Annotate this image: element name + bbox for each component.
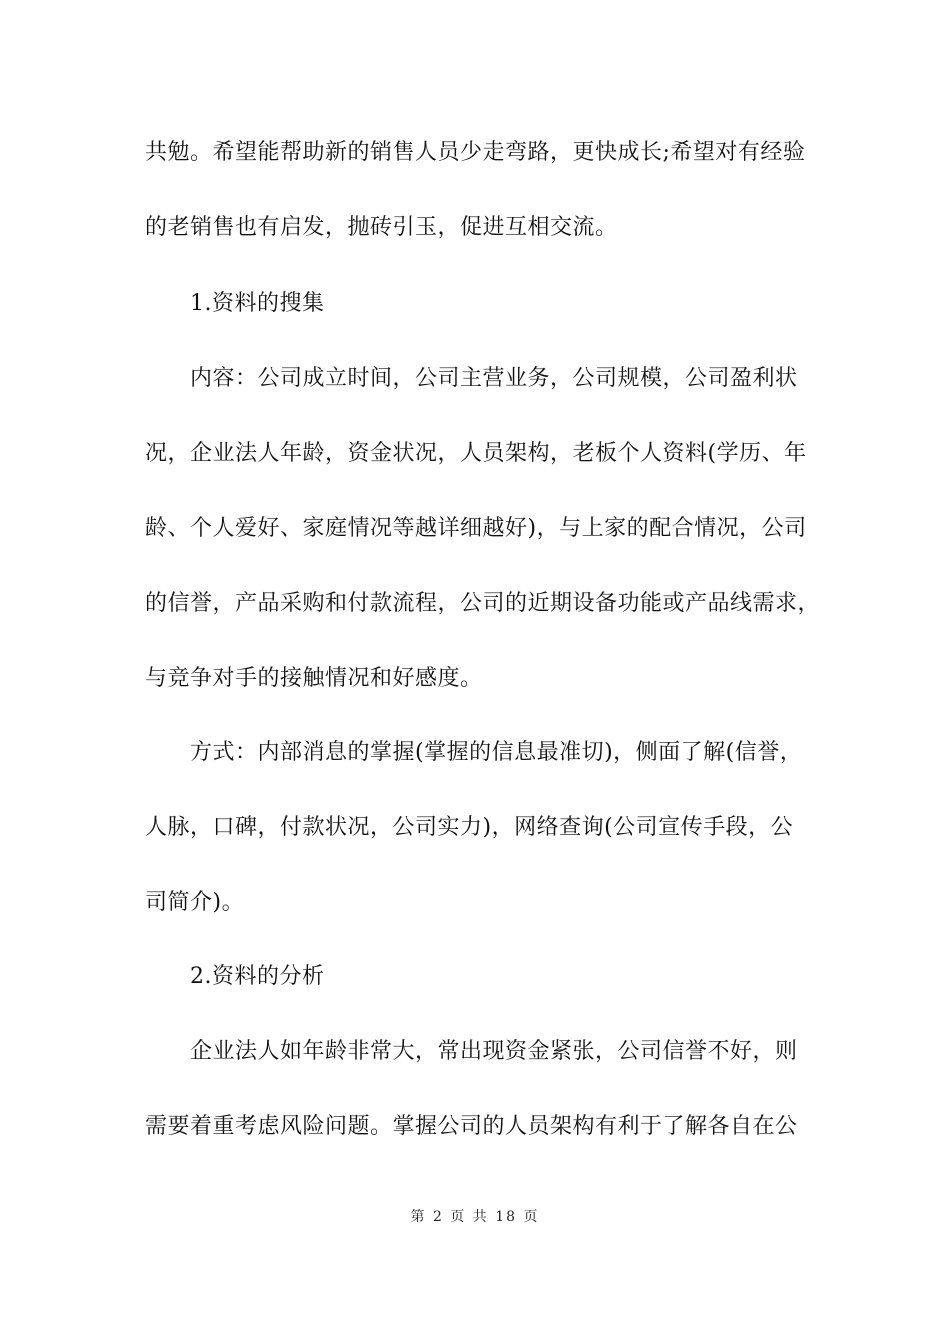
paragraph-line: 的老销售也有启发，抛砖引玉，促进互相交流。 — [145, 215, 618, 240]
paragraph-line: 况，企业法人年龄，资金状况，人员架构，老板个人资料(学历、年 — [145, 441, 807, 466]
paragraph-line: 内容：公司成立时间，公司主营业务，公司规模，公司盈利状 — [190, 366, 798, 391]
paragraph-line: 的信誉，产品采购和付款流程，公司的近期设备功能或产品线需求， — [145, 591, 821, 616]
paragraph-line: 龄、个人爱好、家庭情况等越详细越好)，与上家的配合情况，公司 — [145, 516, 807, 541]
paragraph-line: 共勉。希望能帮助新的销售人员少走弯路，更快成长;希望对有经验 — [145, 140, 806, 165]
paragraph-line: 企业法人如年龄非常大，常出现资金紧张，公司信誉不好，则 — [190, 1039, 798, 1064]
paragraph-line: 司简介)。 — [145, 890, 245, 915]
section-heading: 1.资料的搜集 — [190, 291, 325, 316]
page-footer: 第 2 页 共 18 页 — [410, 1209, 540, 1225]
paragraph-line: 人脉，口碑，付款状况，公司实力)，网络查询(公司宣传手段，公 — [145, 815, 794, 840]
section-heading: 2.资料的分析 — [190, 964, 325, 989]
paragraph-line: 方式：内部消息的掌握(掌握的信息最准切)，侧面了解(信誉， — [190, 740, 803, 765]
paragraph-line: 需要着重考虑风险问题。掌握公司的人员架构有利于了解各自在公 — [145, 1114, 798, 1139]
paragraph-line: 与竞争对手的接触情况和好感度。 — [145, 666, 483, 691]
